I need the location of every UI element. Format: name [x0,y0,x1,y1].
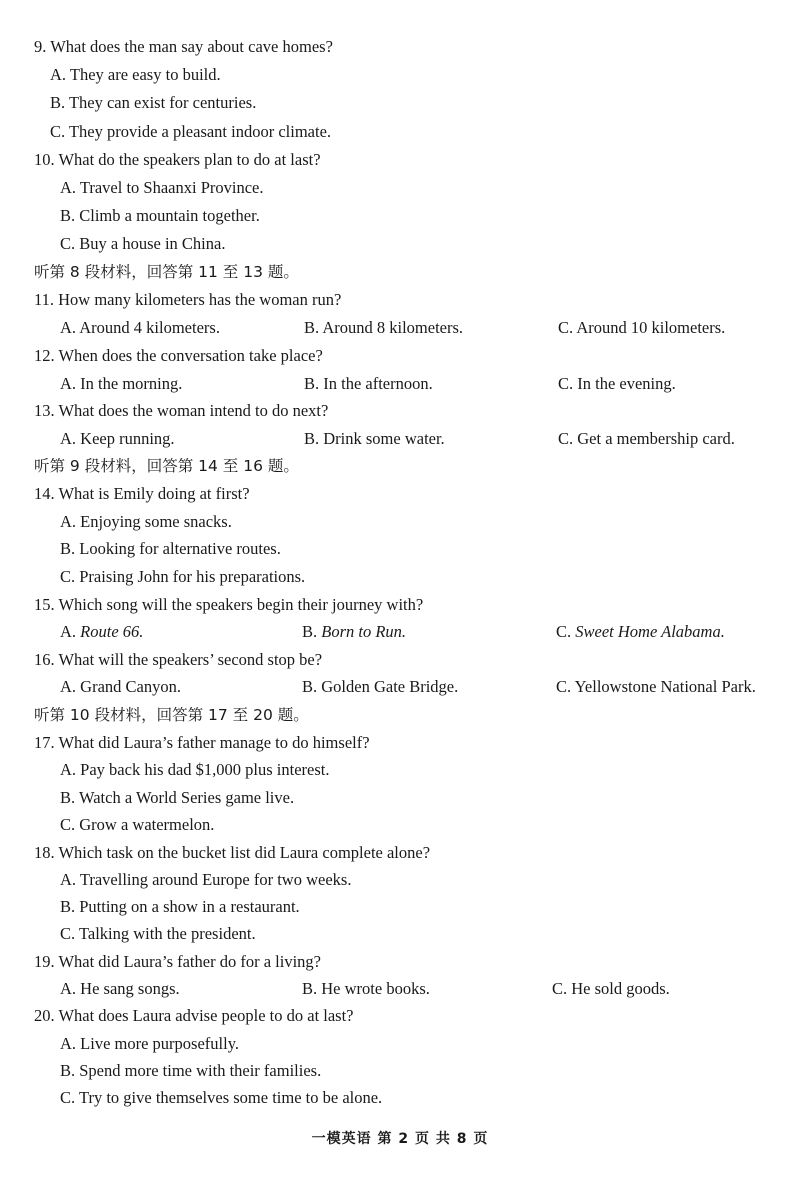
question-15-option-a-title: Route 66. [80,622,144,641]
question-9-option-a: A. They are easy to build. [50,65,221,84]
question-16-stem: 16. What will the speakers’ second stop be? [34,650,323,669]
question-20-option-c: C. Try to give themselves some time to be alone. [60,1088,383,1107]
question-18-option-a: A. Travelling around Europe for two weeks. [60,870,352,889]
section-10-heading: 听第 10 段材料，回答第 17 至 20 题。 [34,706,309,724]
question-20-stem: 20. What does Laura advise people to do at last? [34,1006,354,1025]
question-15-options [0,619,800,645]
question-18-option-c: C. Talking with the president. [60,924,256,943]
question-16-option-c: C. Yellowstone National Park. [556,677,756,696]
question-10-options-row-c [0,231,800,257]
question-14-options-row-a [0,509,800,535]
question-14-option-b: B. Looking for alternative routes. [60,539,281,558]
question-11-options [0,315,800,341]
question-19-stem: 19. What did Laura’s father do for a living? [34,952,321,971]
question-13-option-c: C. Get a membership card. [558,429,735,448]
question-11-option-c: C. Around 10 kilometers. [558,318,726,337]
question-13-option-a: A. Keep running. [60,429,175,448]
question-10-stem: 10. What do the speakers plan to do at last? [34,150,321,169]
question-18-options-row-c [0,921,800,947]
question-19-option-c: C. He sold goods. [552,979,670,998]
question-9-options-row-b [0,90,800,116]
question-12-options [0,371,800,397]
question-15-option-b-letter: B. [302,622,322,641]
question-19-option-b: B. He wrote books. [302,979,430,998]
question-10-option-a: A. Travel to Shaanxi Province. [60,178,264,197]
question-18-options-row-a [0,867,800,893]
question-12-option-b: B. In the afternoon. [304,374,433,393]
question-10-option-c: C. Buy a house in China. [60,234,226,253]
question-12-option-a: A. In the morning. [60,374,183,393]
question-15-option-c-title: Sweet Home Alabama. [575,622,725,641]
question-17-option-a: A. Pay back his dad $1,000 plus interest. [60,760,330,779]
question-18-stem: 18. Which task on the bucket list did Laura complete alone? [34,843,431,862]
question-20-options-row-a [0,1031,800,1057]
question-17-options-row-a [0,757,800,783]
question-16-option-a: A. Grand Canyon. [60,677,181,696]
question-9-option-b: B. They can exist for centuries. [50,93,257,112]
question-17-option-b: B. Watch a World Series game live. [60,788,295,807]
question-9-option-c: C. They provide a pleasant indoor climate. [50,122,332,141]
page-footer: 一模英语 第 2 页 共 8 页 [311,1131,489,1147]
question-16-options [0,674,800,700]
section-9-heading: 听第 9 段材料，回答第 14 至 16 题。 [34,457,299,475]
question-11-option-a: A. Around 4 kilometers. [60,318,220,337]
question-20-options-row-b [0,1058,800,1084]
question-13-stem: 13. What does the woman intend to do next? [34,401,329,420]
question-20-option-b: B. Spend more time with their families. [60,1061,322,1080]
question-11-option-b: B. Around 8 kilometers. [304,318,464,337]
question-15-option-c [556,619,725,645]
question-15-stem: 15. Which song will the speakers begin their journey with? [34,595,424,614]
question-14-option-a: A. Enjoying some snacks. [60,512,232,531]
question-15-option-c-letter: C. [556,622,576,641]
question-14-options-row-b [0,536,800,562]
question-11-stem: 11. How many kilometers has the woman run? [34,290,342,309]
question-19-options [0,976,800,1002]
question-14-option-c: C. Praising John for his preparations. [60,567,306,586]
question-18-option-b: B. Putting on a show in a restaurant. [60,897,300,916]
question-14-stem: 14. What is Emily doing at first? [34,484,250,503]
question-10-option-b: B. Climb a mountain together. [60,206,260,225]
question-13-options [0,426,800,452]
question-15-option-b-title: Born to Run. [321,622,407,641]
question-9-options-row-a [0,62,800,88]
question-20-option-a: A. Live more purposefully. [60,1034,240,1053]
question-20-options-row-c [0,1085,800,1111]
question-9-stem: 9. What does the man say about cave homes? [34,37,333,56]
question-15-option-a-letter: A. [60,622,81,641]
question-10-options-row-b [0,203,800,229]
question-17-option-c: C. Grow a watermelon. [60,815,215,834]
question-16-option-b: B. Golden Gate Bridge. [302,677,459,696]
question-17-options-row-b [0,785,800,811]
question-18-options-row-b [0,894,800,920]
question-17-stem: 17. What did Laura’s father manage to do himself? [34,733,370,752]
question-19-option-a: A. He sang songs. [60,979,180,998]
question-17-options-row-c [0,812,800,838]
question-15-option-a [60,619,143,645]
question-12-stem: 12. When does the conversation take place? [34,346,323,365]
question-10-options-row-a [0,175,800,201]
question-12-option-c: C. In the evening. [558,374,676,393]
section-8-heading: 听第 8 段材料，回答第 11 至 13 题。 [34,263,299,281]
question-13-option-b: B. Drink some water. [304,429,445,448]
question-9-options-row-c [0,119,800,145]
question-15-option-b [302,619,406,645]
question-14-options-row-c [0,564,800,590]
